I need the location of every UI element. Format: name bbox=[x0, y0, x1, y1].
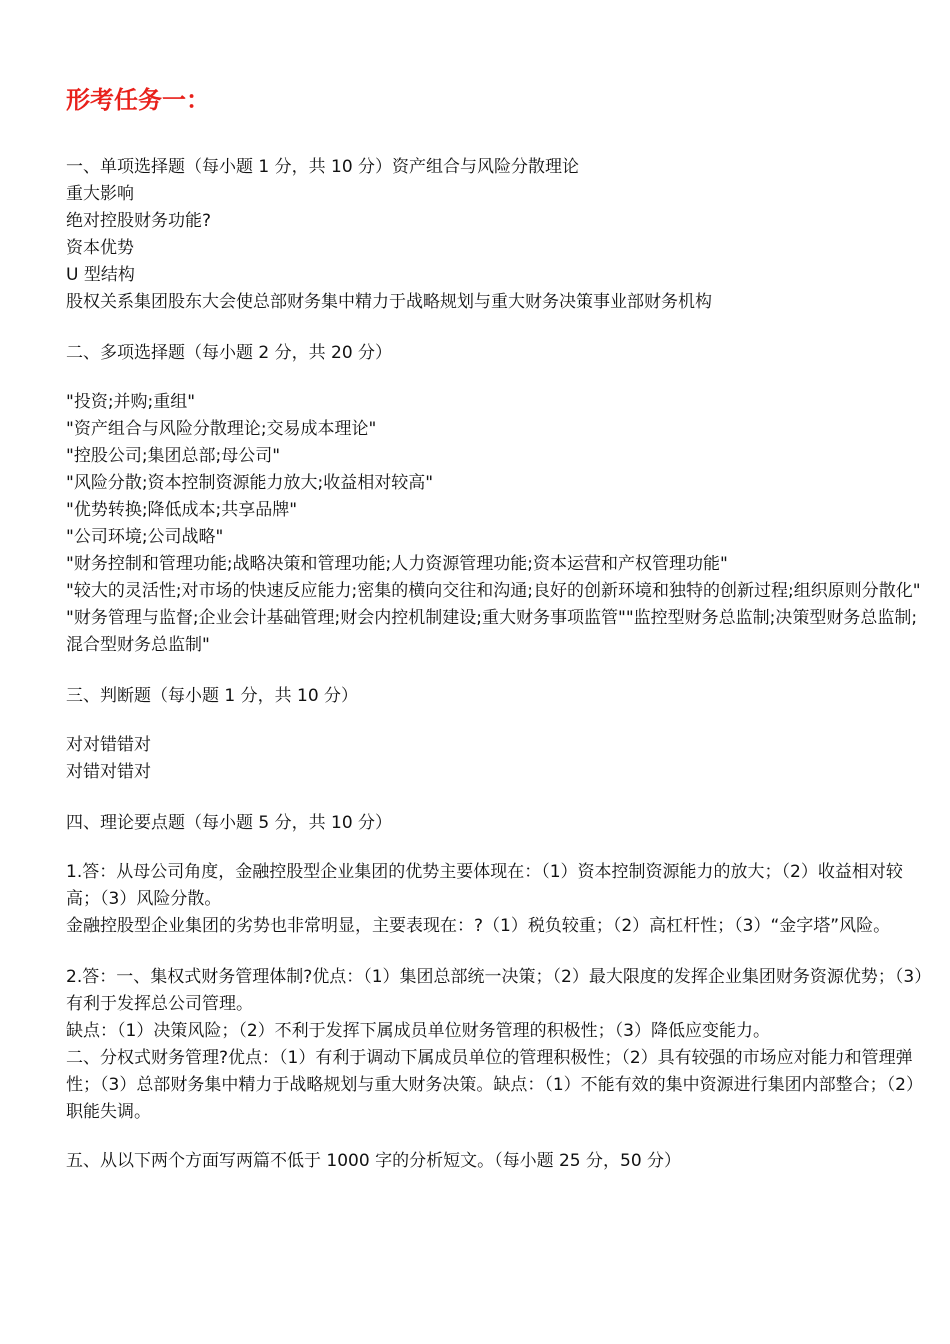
answer-paragraph: 缺点：（1）决策风险；（2）不利于发挥下属成员单位财务管理的积极性；（3）降低应变能力。 bbox=[66, 1021, 770, 1041]
answer-line: 对错对错对 bbox=[66, 762, 151, 782]
section-heading: 二、多项选择题（每小题 2 分，共 20 分） bbox=[66, 343, 393, 363]
section-essay bbox=[66, 1148, 930, 1175]
answer-paragraph: 二、分权式财务管理?优点：（1）有利于调动下属成员单位的管理积极性；（2）具有较强的市场应对能力和管理弹性；（3）总部财务集中精力于战略规划与重大财务决策。缺点：（1）不能有效的集中资源进行集团内部整合；（2）职能失调。 bbox=[66, 1048, 923, 1122]
document-page bbox=[66, 82, 930, 1175]
document-title: 形考任务一： bbox=[66, 85, 210, 114]
answer-line: "公司环境;公司战略" bbox=[66, 527, 224, 547]
answer-line: 股权关系集团股东大会使总部财务集中精力于战略规划与重大财务决策事业部财务机构 bbox=[66, 292, 712, 312]
answer-paragraph: 1.答：从母公司角度，金融控股型企业集团的优势主要体现在：（1）资本控制资源能力的放大；（2）收益相对较高；（3）风险分散。 bbox=[66, 862, 903, 909]
section-theory-points bbox=[66, 810, 930, 1126]
answer-line: U 型结构 bbox=[66, 265, 135, 285]
answer-line: 对对错错对 bbox=[66, 735, 151, 755]
answer-line: 绝对控股财务功能? bbox=[66, 211, 212, 231]
section-heading: 三、判断题（每小题 1 分，共 10 分） bbox=[66, 686, 359, 706]
section-multiple-choice bbox=[66, 340, 930, 659]
answer-line: "投资;并购;重组" bbox=[66, 392, 196, 412]
section-single-choice bbox=[66, 154, 930, 316]
answer-line: "风险分散;资本控制资源能力放大;收益相对较高" bbox=[66, 473, 434, 493]
answer-paragraph: 2.答：一、集权式财务管理体制?优点：（1）集团总部统一决策；（2）最大限度的发挥企业集团财务资源优势；（3）有利于发挥总公司管理。 bbox=[66, 967, 923, 1014]
section-heading: 四、理论要点题（每小题 5 分，共 10 分） bbox=[66, 813, 393, 833]
answer-line: "控股公司;集团总部;母公司" bbox=[66, 446, 281, 466]
section-heading: 五、从以下两个方面写两篇不低于 1000 字的分析短文。（每小题 25 分，50 分） bbox=[66, 1151, 682, 1171]
answer-line: "资产组合与风险分散理论;交易成本理论" bbox=[66, 419, 377, 439]
section-true-false bbox=[66, 683, 930, 786]
answer-paragraph: 金融控股型企业集团的劣势也非常明显，主要表现在：?（1）税负较重；（2）高杠杆性；（3）“金字塔”风险。 bbox=[66, 916, 891, 936]
answer-line: "财务管理与监督;企业会计基础管理;财会内控机制建设;重大财务事项监管""监控型财务总监制;决策型财务总监制;混合型财务总监制" bbox=[66, 608, 918, 655]
answer-line: "较大的灵活性;对市场的快速反应能力;密集的横向交往和沟通;良好的创新环境和独特的创新过程;组织原则分散化" bbox=[66, 581, 921, 601]
answer-line: "优势转换;降低成本;共享品牌" bbox=[66, 500, 298, 520]
section-heading: 一、单项选择题（每小题 1 分，共 10 分）资产组合与风险分散理论 bbox=[66, 157, 580, 177]
answer-line: "财务控制和管理功能;战略决策和管理功能;人力资源管理功能;资本运营和产权管理功能" bbox=[66, 554, 728, 574]
answer-line: 资本优势 bbox=[66, 238, 134, 258]
answer-line: 重大影响 bbox=[66, 184, 134, 204]
